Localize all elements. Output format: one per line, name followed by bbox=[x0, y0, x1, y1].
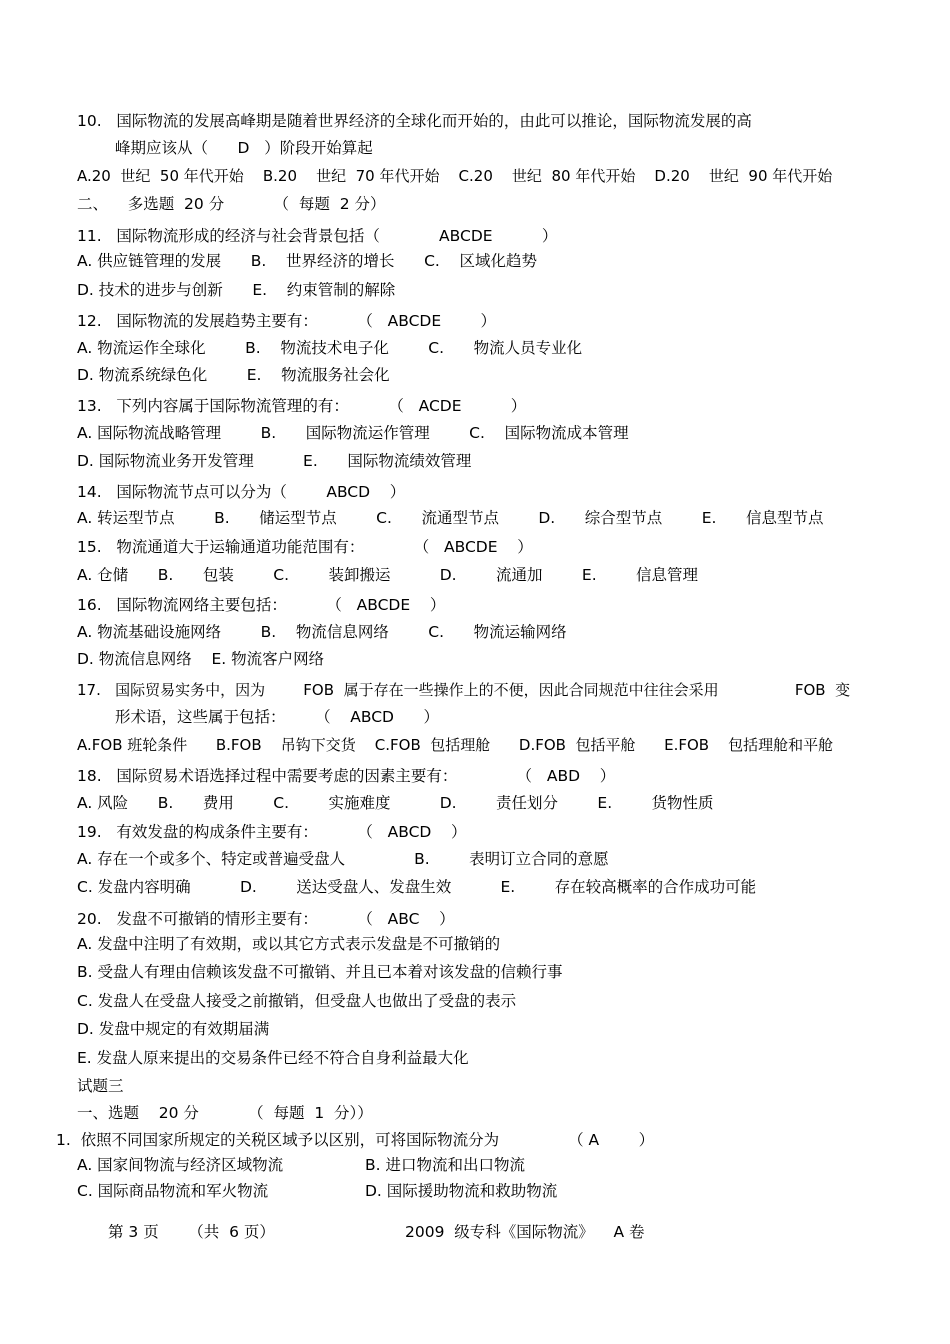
q15-options: A. 仓储 B. 包装 C. 装卸搬运 D. 流通加 E. 信息管理 bbox=[77, 566, 699, 584]
section-single-choice-heading: 一、选题 20 分 （ 每题 1 分）） bbox=[77, 1104, 373, 1122]
q11-options-2: D. 技术的进步与创新 E. 约束管制的解除 bbox=[77, 281, 396, 299]
q20-option-d: D. 发盘中规定的有效期届满 bbox=[77, 1020, 270, 1038]
q12-stem: 12. 国际物流的发展趋势主要有： （ ABCDE ） bbox=[77, 312, 497, 330]
q1-option-d: D. 国际援助物流和救助物流 bbox=[365, 1182, 558, 1200]
q20-stem: 20. 发盘不可撤销的情形主要有： （ ABC ） bbox=[77, 910, 455, 928]
q13-stem: 13. 下列内容属于国际物流管理的有： （ ACDE ） bbox=[77, 397, 527, 415]
q16-stem: 16. 国际物流网络主要包括： （ ABCDE ） bbox=[77, 596, 446, 614]
footer-course-title: 2009 级专科《国际物流》 A 卷 bbox=[405, 1223, 645, 1241]
q18-stem: 18. 国际贸易术语选择过程中需要考虑的因素主要有： （ ABD ） bbox=[77, 767, 616, 785]
q13-options-2: D. 国际物流业务开发管理 E. 国际物流绩效管理 bbox=[77, 452, 472, 470]
section-multiple-choice-heading: 二、 多选题 20 分 （ 每题 2 分） bbox=[77, 195, 386, 213]
q16-options-2: D. 物流信息网络 E. 物流客户网络 bbox=[77, 650, 325, 668]
q15-stem: 15. 物流通道大于运输通道功能范围有： （ ABCDE ） bbox=[77, 538, 533, 556]
q18-options: A. 风险 B. 费用 C. 实施难度 D. 责任划分 E. 货物性质 bbox=[77, 794, 714, 812]
q13-options-1: A. 国际物流战略管理 B. 国际物流运作管理 C. 国际物流成本管理 bbox=[77, 424, 629, 442]
q1-option-b: B. 进口物流和出口物流 bbox=[365, 1156, 525, 1174]
q17-options: A.FOB 班轮条件 B.FOB 吊钩下交货 C.FOB 包括理舱 D.FOB 包括平舱 E.FOB 包括理舱和平舱 bbox=[77, 736, 834, 754]
q19-stem: 19. 有效发盘的构成条件主要有： （ ABCD ） bbox=[77, 823, 467, 841]
q14-options: A. 转运型节点 B. 储运型节点 C. 流通型节点 D. 综合型节点 E. 信息型节点 bbox=[77, 509, 824, 527]
q20-option-c: C. 发盘人在受盘人接受之前撤销，但受盘人也做出了受盘的表示 bbox=[77, 992, 517, 1010]
q19-options-1: A. 存在一个或多个、特定或普遍受盘人 B. 表明订立合同的意愿 bbox=[77, 850, 609, 868]
q12-options-1: A. 物流运作全球化 B. 物流技术电子化 C. 物流人员专业化 bbox=[77, 339, 583, 357]
q10-line-2: 峰期应该从（ D ）阶段开始算起 bbox=[115, 139, 373, 157]
q16-options-1: A. 物流基础设施网络 B. 物流信息网络 C. 物流运输网络 bbox=[77, 623, 567, 641]
footer-page-number: 第 3 页 （共 6 页） bbox=[108, 1223, 275, 1241]
q1-option-a: A. 国家间物流与经济区域物流 bbox=[77, 1156, 284, 1174]
q20-option-b: B. 受盘人有理由信赖该发盘不可撤销、并且已本着对该发盘的信赖行事 bbox=[77, 963, 563, 981]
q17-stem-line-1: 17. 国际贸易实务中，因为 FOB 属于存在一些操作上的不便，因此合同规范中往往会采用 FOB 变 bbox=[77, 681, 851, 699]
q11-options-1: A. 供应链管理的发展 B. 世界经济的增长 C. 区域化趋势 bbox=[77, 252, 538, 270]
q10-options: A.20 世纪 50 年代开始 B.20 世纪 70 年代开始 C.20 世纪 80 年代开始 D.20 世纪 90 年代开始 bbox=[77, 167, 833, 185]
q12-options-2: D. 物流系统绿色化 E. 物流服务社会化 bbox=[77, 366, 390, 384]
q10-line-1: 10. 国际物流的发展高峰期是随着世界经济的全球化而开始的，由此可以推论，国际物流发展的高 bbox=[77, 112, 752, 130]
q1-stem: 1. 依照不同国家所规定的关税区域予以区别，可将国际物流分为 （ A ） bbox=[56, 1131, 655, 1149]
q1-option-c: C. 国际商品物流和军火物流 bbox=[77, 1182, 269, 1200]
q17-stem-line-2: 形术语，这些属于包括： （ ABCD ） bbox=[115, 708, 440, 726]
q20-option-e: E. 发盘人原来提出的交易条件已经不符合自身利益最大化 bbox=[77, 1049, 469, 1067]
q20-option-a: A. 发盘中注明了有效期，或以其它方式表示发盘是不可撤销的 bbox=[77, 935, 501, 953]
q19-options-2: C. 发盘内容明确 D. 送达受盘人、发盘生效 E. 存在较高概率的合作成功可能 bbox=[77, 878, 757, 896]
q14-stem: 14. 国际物流节点可以分为（ ABCD ） bbox=[77, 483, 406, 501]
q11-stem: 11. 国际物流形成的经济与社会背景包括（ ABCDE ） bbox=[77, 227, 558, 245]
exam-three-heading: 试题三 bbox=[77, 1077, 124, 1095]
